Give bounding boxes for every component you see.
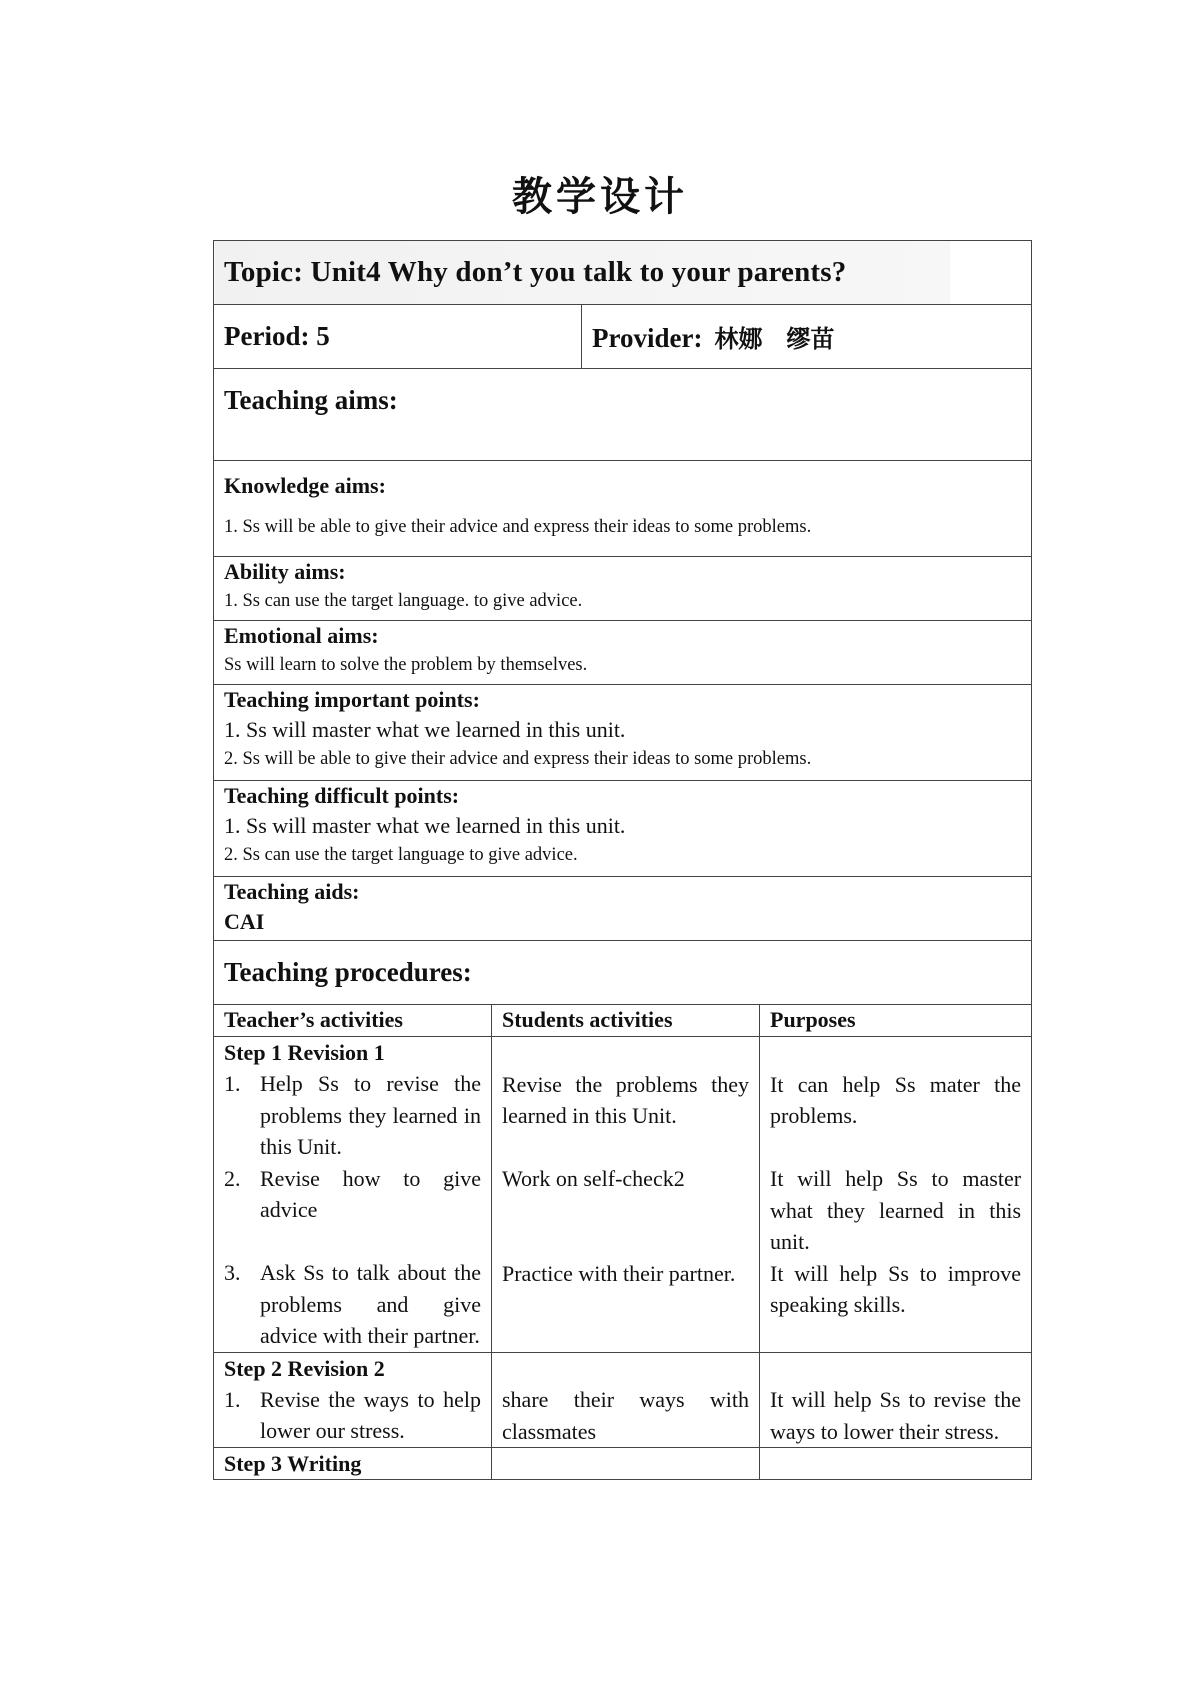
item-number: 1. xyxy=(224,1386,241,1412)
important-points-row xyxy=(214,685,1032,781)
knowledge-aims-row xyxy=(214,461,1032,557)
provider-label: Provider: xyxy=(592,323,703,353)
procedure-header-row xyxy=(214,1005,1032,1037)
list-item xyxy=(224,1384,481,1447)
emotional-aims-heading: Emotional aims: xyxy=(224,623,379,648)
emotional-aims-cell xyxy=(214,621,1032,685)
step-2-students-activity-1: share their ways with classmates xyxy=(502,1387,749,1444)
step-3-purposes-cell xyxy=(760,1448,1032,1480)
step-row xyxy=(214,1352,1032,1448)
teaching-aims-row xyxy=(214,369,1032,461)
ability-aims-item: 1. Ss can use the target language. to give advice. xyxy=(224,591,583,611)
provider-name-1: 林娜 xyxy=(714,324,763,353)
topic-row xyxy=(214,241,1032,305)
item-number: 3. xyxy=(224,1260,241,1285)
step-1-purposes-cell xyxy=(760,1037,1032,1353)
step-3-title: Step 3 Writing xyxy=(224,1451,362,1476)
provider-name-2: 缪苗 xyxy=(786,324,835,353)
step-1-students-cell xyxy=(492,1037,760,1353)
step-2-teacher-cell xyxy=(214,1352,492,1448)
ability-aims-cell xyxy=(214,557,1032,621)
step-2-purpose-1: It will help Ss to revise the ways to lower their stress. xyxy=(770,1387,1022,1444)
topic-text: Topic: Unit4 Why don’t you talk to your parents? xyxy=(224,256,847,288)
item-text: Revise the ways to help lower our stress. xyxy=(260,1386,481,1443)
item-number: 2. xyxy=(224,1165,241,1191)
teaching-aids-heading: Teaching aids: xyxy=(224,879,360,904)
step-2-teacher-list xyxy=(224,1384,481,1447)
step-row xyxy=(214,1037,1032,1353)
topic-cell xyxy=(214,241,1032,305)
knowledge-aims-cell xyxy=(214,461,1032,557)
difficult-points-heading: Teaching difficult points: xyxy=(224,783,460,808)
knowledge-aims-heading: Knowledge aims: xyxy=(224,473,386,498)
period-cell xyxy=(214,305,582,369)
teaching-aims-heading: Teaching aims: xyxy=(224,385,398,415)
emotional-aims-row xyxy=(214,621,1032,685)
knowledge-aims-item: 1. Ss will be able to give their advice and express their ideas to some problems. xyxy=(224,517,812,537)
procedures-row xyxy=(214,941,1032,1005)
step-3-teacher-cell xyxy=(214,1448,492,1480)
emotional-aims-item: Ss will learn to solve the problem by themselves. xyxy=(224,655,588,675)
spacer xyxy=(770,1353,1021,1385)
period-text: Period: 5 xyxy=(224,321,330,351)
item-text: Revise how to give advice xyxy=(260,1165,481,1222)
teaching-aids-cell xyxy=(214,877,1032,941)
step-1-purpose-1: It can help Ss mater the problems. xyxy=(770,1071,1022,1128)
step-row xyxy=(214,1448,1032,1480)
item-number: 1. xyxy=(224,1071,241,1096)
teaching-aims-cell xyxy=(214,369,1032,461)
difficult-points-item-1: 1. Ss will master what we learned in this unit. xyxy=(224,813,626,838)
important-points-heading: Teaching important points: xyxy=(224,687,480,712)
list-item xyxy=(224,1257,481,1352)
item-text: Ask Ss to talk about the problems and give advice with their partner. xyxy=(260,1260,481,1348)
step-1-purpose-3: It will help Ss to improve speaking skills. xyxy=(770,1260,1022,1317)
important-points-cell xyxy=(214,685,1032,781)
column-header-students: Students activities xyxy=(492,1005,760,1037)
difficult-points-cell xyxy=(214,781,1032,877)
provider-cell xyxy=(582,305,1032,369)
step-1-teacher-list xyxy=(224,1068,481,1352)
important-points-item-1: 1. Ss will master what we learned in this unit. xyxy=(224,717,626,742)
difficult-points-item-2: 2. Ss can use the target language to give advice. xyxy=(224,845,578,865)
lesson-plan-table xyxy=(213,240,1032,1480)
step-1-title: Step 1 Revision 1 xyxy=(224,1040,385,1065)
column-header-teacher: Teacher’s activities xyxy=(214,1005,492,1037)
step-1-purpose-2: It will help Ss to master what they learned in this unit. xyxy=(770,1166,1022,1254)
spacer xyxy=(502,1353,749,1385)
column-header-purposes: Purposes xyxy=(760,1005,1032,1037)
step-2-students-cell xyxy=(492,1352,760,1448)
ability-aims-row xyxy=(214,557,1032,621)
step-1-students-activity-1: Revise the problems they learned in this Unit. xyxy=(502,1071,749,1128)
item-text: Help Ss to revise the problems they learned in this Unit. xyxy=(260,1071,481,1159)
step-1-students-activity-3: Practice with their partner. xyxy=(502,1260,736,1286)
step-3-students-cell xyxy=(492,1448,760,1480)
document-title: 教学设计 xyxy=(512,173,688,220)
teaching-aids-row xyxy=(214,877,1032,941)
procedures-heading: Teaching procedures: xyxy=(224,957,472,987)
step-2-purposes-cell xyxy=(760,1352,1032,1448)
difficult-points-row xyxy=(214,781,1032,877)
ability-aims-heading: Ability aims: xyxy=(224,559,346,584)
spacer xyxy=(502,1037,749,1069)
period-provider-row xyxy=(214,305,1032,369)
list-item xyxy=(224,1163,481,1226)
procedures-cell xyxy=(214,941,1032,1005)
step-1-students-activity-2: Work on self-check2 xyxy=(502,1166,685,1191)
spacer xyxy=(770,1037,1021,1069)
step-2-title: Step 2 Revision 2 xyxy=(224,1355,385,1381)
teaching-aids-value: CAI xyxy=(224,909,265,934)
step-1-teacher-cell xyxy=(214,1037,492,1353)
list-item xyxy=(224,1068,481,1163)
important-points-item-2: 2. Ss will be able to give their advice and express their ideas to some problems. xyxy=(224,749,812,769)
